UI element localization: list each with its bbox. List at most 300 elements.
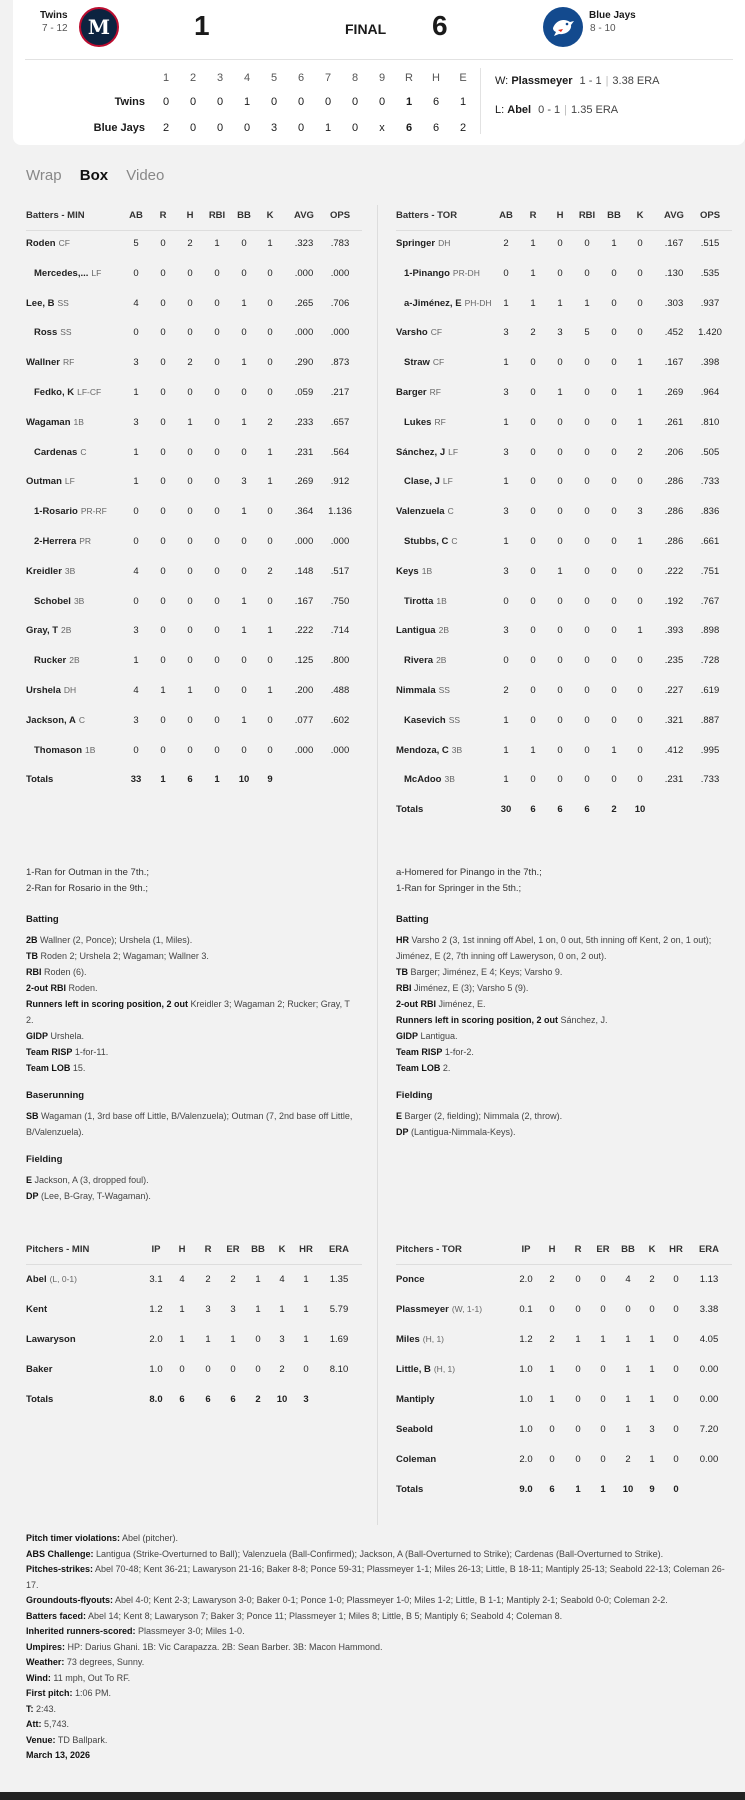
stat-cell: 0 bbox=[637, 476, 643, 488]
stat-cell: 0 bbox=[637, 297, 643, 309]
stat-cell: 0 bbox=[530, 387, 536, 398]
stat-cell: .751 bbox=[700, 565, 720, 577]
pitcher-name[interactable] bbox=[396, 1454, 436, 1465]
pitching-col-header[interactable]: K bbox=[648, 1244, 656, 1255]
player-name-text: Rucker bbox=[34, 655, 67, 667]
stat-cell: 0 bbox=[557, 506, 563, 518]
stat-cell: 0 bbox=[557, 625, 563, 637]
stat-cell: 1 bbox=[637, 536, 643, 547]
stat-cell: 1.0 bbox=[519, 1364, 533, 1375]
stat-cell: .261 bbox=[664, 416, 684, 428]
player-name-text: Mercedes,... bbox=[34, 267, 89, 279]
notes-line-value: 2. bbox=[440, 1063, 451, 1073]
player-name[interactable] bbox=[404, 655, 446, 666]
stat-cell: 1 bbox=[179, 1304, 185, 1315]
player-name[interactable] bbox=[404, 774, 455, 785]
pitcher-name-text: Baker bbox=[26, 1364, 53, 1375]
linescore-header bbox=[13, 72, 467, 86]
stat-cell: 1 bbox=[611, 744, 617, 756]
pitcher-name[interactable] bbox=[26, 1274, 77, 1285]
scoreboard-card bbox=[13, 0, 745, 145]
tab-wrap[interactable]: Wrap bbox=[26, 167, 62, 184]
stat-cell: 1 bbox=[503, 416, 509, 428]
pitcher-name-text: Little, B bbox=[396, 1364, 431, 1375]
pitching-col-header[interactable]: HR bbox=[299, 1244, 313, 1255]
game-info-line bbox=[26, 1547, 726, 1563]
stat-cell: 0 bbox=[557, 685, 563, 696]
player-name[interactable] bbox=[396, 745, 462, 756]
stat-cell: 2 bbox=[205, 1274, 211, 1285]
notes-section-title: Batting bbox=[396, 914, 429, 925]
player-position: C bbox=[78, 714, 85, 725]
player-name[interactable] bbox=[404, 536, 457, 547]
tab-video[interactable]: Video bbox=[126, 167, 165, 184]
stat-cell: 1 bbox=[625, 1424, 631, 1435]
loss-pitcher-name[interactable]: Abel bbox=[507, 104, 532, 116]
linescore-inning-label: 1 bbox=[162, 72, 170, 84]
blue-jays-logo-icon[interactable] bbox=[543, 7, 583, 47]
player-position: LF bbox=[64, 476, 75, 487]
batting-header-title: Batters - MIN bbox=[26, 210, 85, 221]
home-team-name[interactable]: Blue Jays bbox=[589, 10, 636, 21]
notes-line bbox=[26, 1172, 358, 1188]
stat-cell: 3 bbox=[649, 1424, 655, 1435]
player-name[interactable] bbox=[34, 268, 101, 279]
stat-cell: 2 bbox=[625, 1454, 631, 1465]
stat-cell: 2 bbox=[530, 327, 536, 339]
pitcher-decision: (H, 1) bbox=[422, 1334, 445, 1344]
linescore-cell: 6 bbox=[432, 122, 440, 134]
player-name[interactable] bbox=[404, 357, 444, 368]
totals-cell: 8.0 bbox=[149, 1394, 163, 1405]
stat-cell: 0 bbox=[160, 536, 166, 547]
notes-line-key: GIDP bbox=[26, 1031, 49, 1041]
notes-line bbox=[26, 1060, 358, 1076]
stat-cell: 0 bbox=[637, 744, 643, 756]
table-divider bbox=[26, 1264, 362, 1265]
game-info-line bbox=[26, 1733, 726, 1749]
table-row bbox=[396, 1304, 736, 1318]
linescore-cell: 0 bbox=[297, 122, 305, 134]
pitching-col-header[interactable]: BB bbox=[621, 1244, 635, 1255]
player-name[interactable] bbox=[26, 566, 75, 577]
stat-cell: 0 bbox=[584, 685, 590, 696]
player-name-text: Tirotta bbox=[404, 595, 434, 607]
stat-cell: 0 bbox=[214, 744, 220, 756]
stat-cell: 0 bbox=[241, 655, 247, 667]
stat-cell: .290 bbox=[294, 357, 314, 369]
stat-cell: .800 bbox=[330, 655, 350, 667]
table-row bbox=[26, 1304, 366, 1318]
batting-header-row bbox=[396, 210, 736, 224]
winning-pitcher[interactable]: W: Plassmeyer 1 - 1 | 3.38 ERA bbox=[495, 75, 660, 87]
player-name[interactable] bbox=[26, 715, 85, 726]
stat-cell: 0 bbox=[637, 774, 643, 786]
stat-cell: 0 bbox=[214, 446, 220, 458]
batting-col-header[interactable]: BB bbox=[237, 210, 251, 221]
pitcher-name[interactable] bbox=[26, 1364, 52, 1375]
stat-cell: 0 bbox=[160, 238, 166, 249]
stat-cell: .000 bbox=[294, 536, 314, 547]
totals-cell: 9 bbox=[649, 1484, 655, 1495]
player-name[interactable] bbox=[34, 327, 72, 338]
table-row bbox=[396, 1394, 736, 1408]
player-name[interactable] bbox=[34, 536, 91, 547]
tor-note: a-Homered for Pinango in the 7th.; bbox=[396, 867, 542, 878]
stat-cell: .398 bbox=[700, 357, 720, 369]
stat-cell: 3 bbox=[279, 1334, 285, 1345]
totals-cell: 1 bbox=[600, 1484, 606, 1495]
stat-cell: 1 bbox=[179, 1334, 185, 1345]
linescore-inning-label: 3 bbox=[216, 72, 224, 84]
table-row bbox=[396, 506, 736, 520]
player-position: 3B bbox=[64, 565, 76, 576]
stat-cell: 1 bbox=[530, 238, 536, 249]
pitcher-name[interactable] bbox=[396, 1394, 435, 1405]
totals-cell: 33 bbox=[130, 774, 142, 786]
away-team-name[interactable]: Twins bbox=[40, 10, 68, 21]
notes-line-value: Lantigua. bbox=[418, 1031, 458, 1041]
stat-cell: 0 bbox=[187, 565, 193, 577]
stat-cell: 0 bbox=[530, 416, 536, 428]
totals-label: Totals bbox=[26, 774, 54, 786]
stat-cell: 0 bbox=[637, 714, 643, 726]
notes-section-body bbox=[26, 932, 358, 1076]
pitcher-name[interactable] bbox=[26, 1304, 47, 1315]
losing-pitcher[interactable]: L: Abel 0 - 1 | 1.35 ERA bbox=[495, 104, 619, 116]
player-name-text: Wagaman bbox=[26, 416, 71, 428]
player-name[interactable] bbox=[26, 417, 84, 428]
batting-col-header[interactable]: OPS bbox=[329, 210, 351, 221]
stat-cell: 0 bbox=[611, 476, 617, 488]
pitching-col-header[interactable]: HR bbox=[669, 1244, 683, 1255]
pitching-col-header[interactable]: R bbox=[204, 1244, 212, 1255]
player-name[interactable] bbox=[396, 447, 458, 458]
player-name-text: Thomason bbox=[34, 744, 83, 756]
player-position: C bbox=[451, 536, 458, 546]
win-pitcher-name[interactable]: Plassmeyer bbox=[511, 75, 573, 87]
player-name[interactable] bbox=[34, 655, 80, 666]
player-name-text: 1-Pinango bbox=[404, 267, 450, 279]
stat-cell: 0 bbox=[214, 297, 220, 309]
stat-cell: .733 bbox=[700, 476, 720, 488]
stat-cell: 0 bbox=[600, 1424, 606, 1435]
linescore-cell: x bbox=[379, 122, 385, 134]
stat-cell: 1.420 bbox=[698, 327, 722, 339]
pitcher-name[interactable] bbox=[396, 1364, 455, 1375]
game-info-line bbox=[26, 1671, 726, 1687]
stat-cell: 0 bbox=[160, 357, 166, 369]
linescore-cell: 0 bbox=[189, 96, 197, 108]
stat-cell: 0 bbox=[557, 774, 563, 786]
table-row bbox=[396, 1274, 736, 1288]
stat-cell: .733 bbox=[700, 774, 720, 786]
stat-cell: .286 bbox=[664, 506, 684, 518]
notes-line-key: Runners left in scoring position, 2 out bbox=[396, 1015, 559, 1025]
player-name[interactable] bbox=[26, 298, 69, 309]
batting-col-header[interactable]: K bbox=[636, 210, 644, 221]
pitching-col-header[interactable]: ERA bbox=[698, 1244, 720, 1255]
notes-line bbox=[396, 1108, 726, 1124]
stat-cell: 0 bbox=[267, 536, 273, 547]
stat-cell: 0 bbox=[637, 238, 643, 249]
batting-col-header[interactable]: BB bbox=[607, 210, 621, 221]
notes-section-title: Batting bbox=[26, 914, 59, 925]
stat-cell: 0 bbox=[584, 595, 590, 607]
pitching-col-header[interactable]: ER bbox=[226, 1244, 240, 1255]
stat-cell: 0 bbox=[530, 446, 536, 458]
stat-cell: .227 bbox=[664, 685, 684, 696]
stat-cell: 0 bbox=[637, 655, 643, 667]
stat-cell: 1 bbox=[557, 387, 563, 398]
pitching-col-header[interactable]: BB bbox=[251, 1244, 265, 1255]
stat-cell: 4 bbox=[279, 1274, 285, 1285]
player-name-text: Varsho bbox=[396, 327, 428, 339]
pitcher-name[interactable] bbox=[396, 1424, 433, 1435]
player-name[interactable] bbox=[26, 685, 76, 696]
player-name[interactable] bbox=[396, 506, 454, 517]
notes-line-value: Roden (6). bbox=[41, 967, 87, 977]
totals-row bbox=[26, 774, 366, 788]
stat-cell: .148 bbox=[294, 565, 314, 577]
stat-cell: 0 bbox=[530, 506, 536, 518]
stat-cell: 0 bbox=[584, 714, 590, 726]
player-name[interactable] bbox=[404, 298, 491, 309]
pitcher-name-text: Lawaryson bbox=[26, 1334, 76, 1345]
player-name-text: Lukes bbox=[404, 416, 432, 428]
stat-cell: 5 bbox=[133, 238, 139, 249]
player-name[interactable] bbox=[34, 387, 101, 398]
stat-cell: 0 bbox=[584, 476, 590, 488]
linescore-cell: 1 bbox=[324, 122, 332, 134]
stat-cell: 3 bbox=[557, 327, 563, 339]
batting-col-header[interactable]: AB bbox=[129, 210, 143, 221]
pitching-col-header[interactable]: ER bbox=[596, 1244, 610, 1255]
stat-cell: 0 bbox=[611, 685, 617, 696]
player-position: 1B bbox=[73, 416, 84, 427]
notes-line-key: E bbox=[396, 1111, 403, 1121]
notes-line-key: GIDP bbox=[396, 1031, 419, 1041]
player-position: CF bbox=[432, 357, 445, 368]
game-info-line bbox=[26, 1748, 726, 1764]
pitching-col-header[interactable]: H bbox=[178, 1244, 186, 1255]
game-info-key: March 13, 2026 bbox=[26, 1750, 91, 1760]
stat-cell: 1 bbox=[600, 1334, 606, 1345]
stat-cell: 2 bbox=[187, 238, 193, 249]
pitcher-name-text: Ponce bbox=[396, 1274, 425, 1285]
stat-cell: 0 bbox=[241, 238, 247, 249]
player-name[interactable] bbox=[26, 238, 70, 249]
stat-cell: .706 bbox=[330, 297, 350, 309]
stat-cell: 0 bbox=[530, 536, 536, 547]
player-name[interactable] bbox=[404, 715, 460, 726]
stat-cell: 0 bbox=[611, 625, 617, 637]
stat-cell: .000 bbox=[330, 267, 350, 279]
player-name-text: Keys bbox=[396, 565, 419, 577]
player-name[interactable] bbox=[396, 238, 450, 249]
totals-row bbox=[396, 1484, 736, 1498]
game-info-value: Lantigua (Strike-Overturned to Ball); Valenzuela (Ball-Confirmed); Jackson, A (Ball-Overturned to Strike); Cardenas (Ball-Overturned to Strike). bbox=[93, 1548, 664, 1559]
stat-cell: 3 bbox=[133, 714, 139, 726]
batting-col-header[interactable]: H bbox=[556, 210, 564, 221]
player-name[interactable] bbox=[396, 685, 450, 696]
pitching-col-header[interactable]: ERA bbox=[328, 1244, 350, 1255]
stat-cell: 0 bbox=[584, 655, 590, 667]
table-row bbox=[396, 655, 736, 669]
player-name[interactable] bbox=[404, 417, 446, 428]
linescore-team-name[interactable]: Twins bbox=[114, 96, 145, 108]
stat-cell: 0 bbox=[241, 565, 247, 577]
stat-cell: 0 bbox=[637, 267, 643, 279]
header-divider bbox=[25, 59, 733, 60]
player-name[interactable] bbox=[34, 506, 107, 517]
stat-cell: 0 bbox=[214, 506, 220, 518]
batting-col-header[interactable]: RBI bbox=[578, 210, 596, 221]
player-name[interactable] bbox=[396, 387, 441, 398]
linescore-inning-label: 9 bbox=[378, 72, 386, 84]
pitcher-name[interactable] bbox=[396, 1304, 482, 1315]
batting-col-header[interactable]: AB bbox=[499, 210, 513, 221]
notes-line-value: 1-for-11. bbox=[72, 1047, 109, 1057]
stat-cell: 1.69 bbox=[329, 1334, 349, 1345]
stat-cell: .167 bbox=[294, 595, 314, 607]
player-position: 2B bbox=[438, 625, 449, 636]
player-name[interactable] bbox=[396, 625, 449, 636]
game-info-key: Umpires: bbox=[26, 1641, 66, 1652]
stat-cell: 1 bbox=[649, 1364, 655, 1375]
stat-cell: 0 bbox=[600, 1364, 606, 1375]
linescore-cell: 6 bbox=[432, 96, 440, 108]
stat-cell: 1 bbox=[303, 1304, 309, 1315]
player-name[interactable] bbox=[396, 327, 442, 338]
player-name[interactable] bbox=[34, 447, 86, 458]
linescore-inning-label: 8 bbox=[351, 72, 359, 84]
table-row bbox=[396, 357, 736, 371]
totals-label: Totals bbox=[26, 1394, 54, 1405]
pitching-col-header[interactable]: H bbox=[548, 1244, 556, 1255]
win-pitcher-record: 1 - 1 bbox=[579, 75, 602, 87]
linescore-inning-label: 5 bbox=[270, 72, 278, 84]
stat-cell: .000 bbox=[330, 327, 350, 339]
player-name[interactable] bbox=[404, 476, 453, 487]
batting-col-header[interactable]: R bbox=[159, 210, 167, 221]
stat-cell: .321 bbox=[664, 714, 684, 726]
stat-cell: 1 bbox=[530, 744, 536, 756]
pitching-col-header[interactable]: IP bbox=[521, 1244, 531, 1255]
stat-cell: 0 bbox=[133, 506, 139, 518]
stat-cell: 0 bbox=[611, 357, 617, 369]
notes-line bbox=[396, 1012, 726, 1028]
stat-cell: 0 bbox=[611, 655, 617, 667]
linescore-cell: 0 bbox=[189, 122, 197, 134]
player-name[interactable] bbox=[34, 596, 84, 607]
stat-cell: .217 bbox=[330, 387, 350, 398]
pitcher-name[interactable] bbox=[396, 1334, 444, 1345]
batting-col-header[interactable]: AVG bbox=[294, 210, 314, 221]
player-name[interactable] bbox=[404, 268, 480, 279]
batting-col-header[interactable]: AVG bbox=[664, 210, 684, 221]
notes-line-key: DP bbox=[396, 1127, 409, 1137]
stat-cell: 0 bbox=[575, 1274, 581, 1285]
stat-cell: 1 bbox=[160, 685, 166, 696]
notes-line bbox=[396, 1124, 726, 1140]
player-name[interactable] bbox=[26, 476, 75, 487]
stat-cell: .000 bbox=[294, 744, 314, 756]
player-name[interactable] bbox=[404, 596, 447, 607]
pitching-col-header[interactable]: K bbox=[278, 1244, 286, 1255]
stat-cell: 1 bbox=[241, 625, 247, 637]
player-name[interactable] bbox=[26, 357, 74, 368]
batting-col-header[interactable]: H bbox=[186, 210, 194, 221]
notes-line bbox=[26, 996, 358, 1028]
stat-cell: 0 bbox=[133, 267, 139, 279]
stat-cell: 0 bbox=[611, 387, 617, 398]
stat-cell: 1 bbox=[557, 297, 563, 309]
batting-col-header[interactable]: RBI bbox=[208, 210, 226, 221]
batting-col-header[interactable]: K bbox=[266, 210, 274, 221]
totals-cell: 6 bbox=[179, 1394, 185, 1405]
game-info-value: Abel (pitcher). bbox=[120, 1533, 179, 1543]
tab-box[interactable]: Box bbox=[79, 167, 109, 184]
pitcher-name[interactable] bbox=[396, 1274, 425, 1285]
table-row bbox=[396, 625, 736, 639]
stat-cell: .836 bbox=[700, 506, 720, 518]
stat-cell: 0 bbox=[625, 1304, 631, 1315]
notes-line bbox=[396, 996, 726, 1012]
pitcher-name-text: Mantiply bbox=[396, 1394, 435, 1405]
player-position: 3B bbox=[451, 744, 463, 755]
table-row bbox=[396, 298, 736, 312]
stat-cell: 1 bbox=[637, 387, 643, 398]
stat-cell: 0 bbox=[187, 655, 193, 667]
stat-cell: .000 bbox=[294, 267, 314, 279]
stat-cell: 0 bbox=[557, 267, 563, 279]
twins-logo-icon[interactable]: M bbox=[79, 7, 119, 47]
notes-line-value: Urshela. bbox=[48, 1031, 85, 1041]
player-position: SS bbox=[448, 714, 461, 725]
stat-cell: 0 bbox=[549, 1424, 555, 1435]
pitching-col-header[interactable]: IP bbox=[151, 1244, 161, 1255]
player-name-text: Straw bbox=[404, 357, 430, 369]
batting-col-header[interactable]: OPS bbox=[699, 210, 721, 221]
linescore-team-name[interactable]: Blue Jays bbox=[93, 122, 145, 134]
stat-cell: 0 bbox=[611, 416, 617, 428]
pitcher-name[interactable] bbox=[26, 1334, 76, 1345]
notes-line-key: Team RISP bbox=[396, 1047, 443, 1057]
table-row bbox=[26, 238, 366, 252]
linescore-row-away bbox=[13, 96, 467, 110]
stat-cell: 5.79 bbox=[329, 1304, 349, 1315]
stat-cell: .728 bbox=[700, 655, 720, 667]
stat-cell: 0 bbox=[611, 536, 617, 547]
stat-cell: 3.1 bbox=[149, 1274, 163, 1285]
notes-line-key: Runners left in scoring position, 2 out bbox=[26, 999, 189, 1009]
game-info-key: Venue: bbox=[26, 1734, 56, 1745]
stat-cell: .000 bbox=[330, 536, 350, 547]
linescore-inning-label: E bbox=[459, 72, 467, 84]
stat-cell: 0 bbox=[160, 506, 166, 518]
game-info-key: Inherited runners-scored: bbox=[26, 1626, 136, 1636]
pitching-col-header[interactable]: R bbox=[574, 1244, 582, 1255]
player-name[interactable] bbox=[26, 625, 71, 636]
player-position: RF bbox=[62, 357, 75, 368]
stat-cell: 0 bbox=[187, 744, 193, 756]
player-name[interactable] bbox=[396, 566, 432, 577]
stat-cell: .515 bbox=[700, 238, 720, 249]
batting-col-header[interactable]: R bbox=[529, 210, 537, 221]
player-name[interactable] bbox=[34, 745, 95, 756]
stat-cell: 1 bbox=[503, 536, 509, 547]
